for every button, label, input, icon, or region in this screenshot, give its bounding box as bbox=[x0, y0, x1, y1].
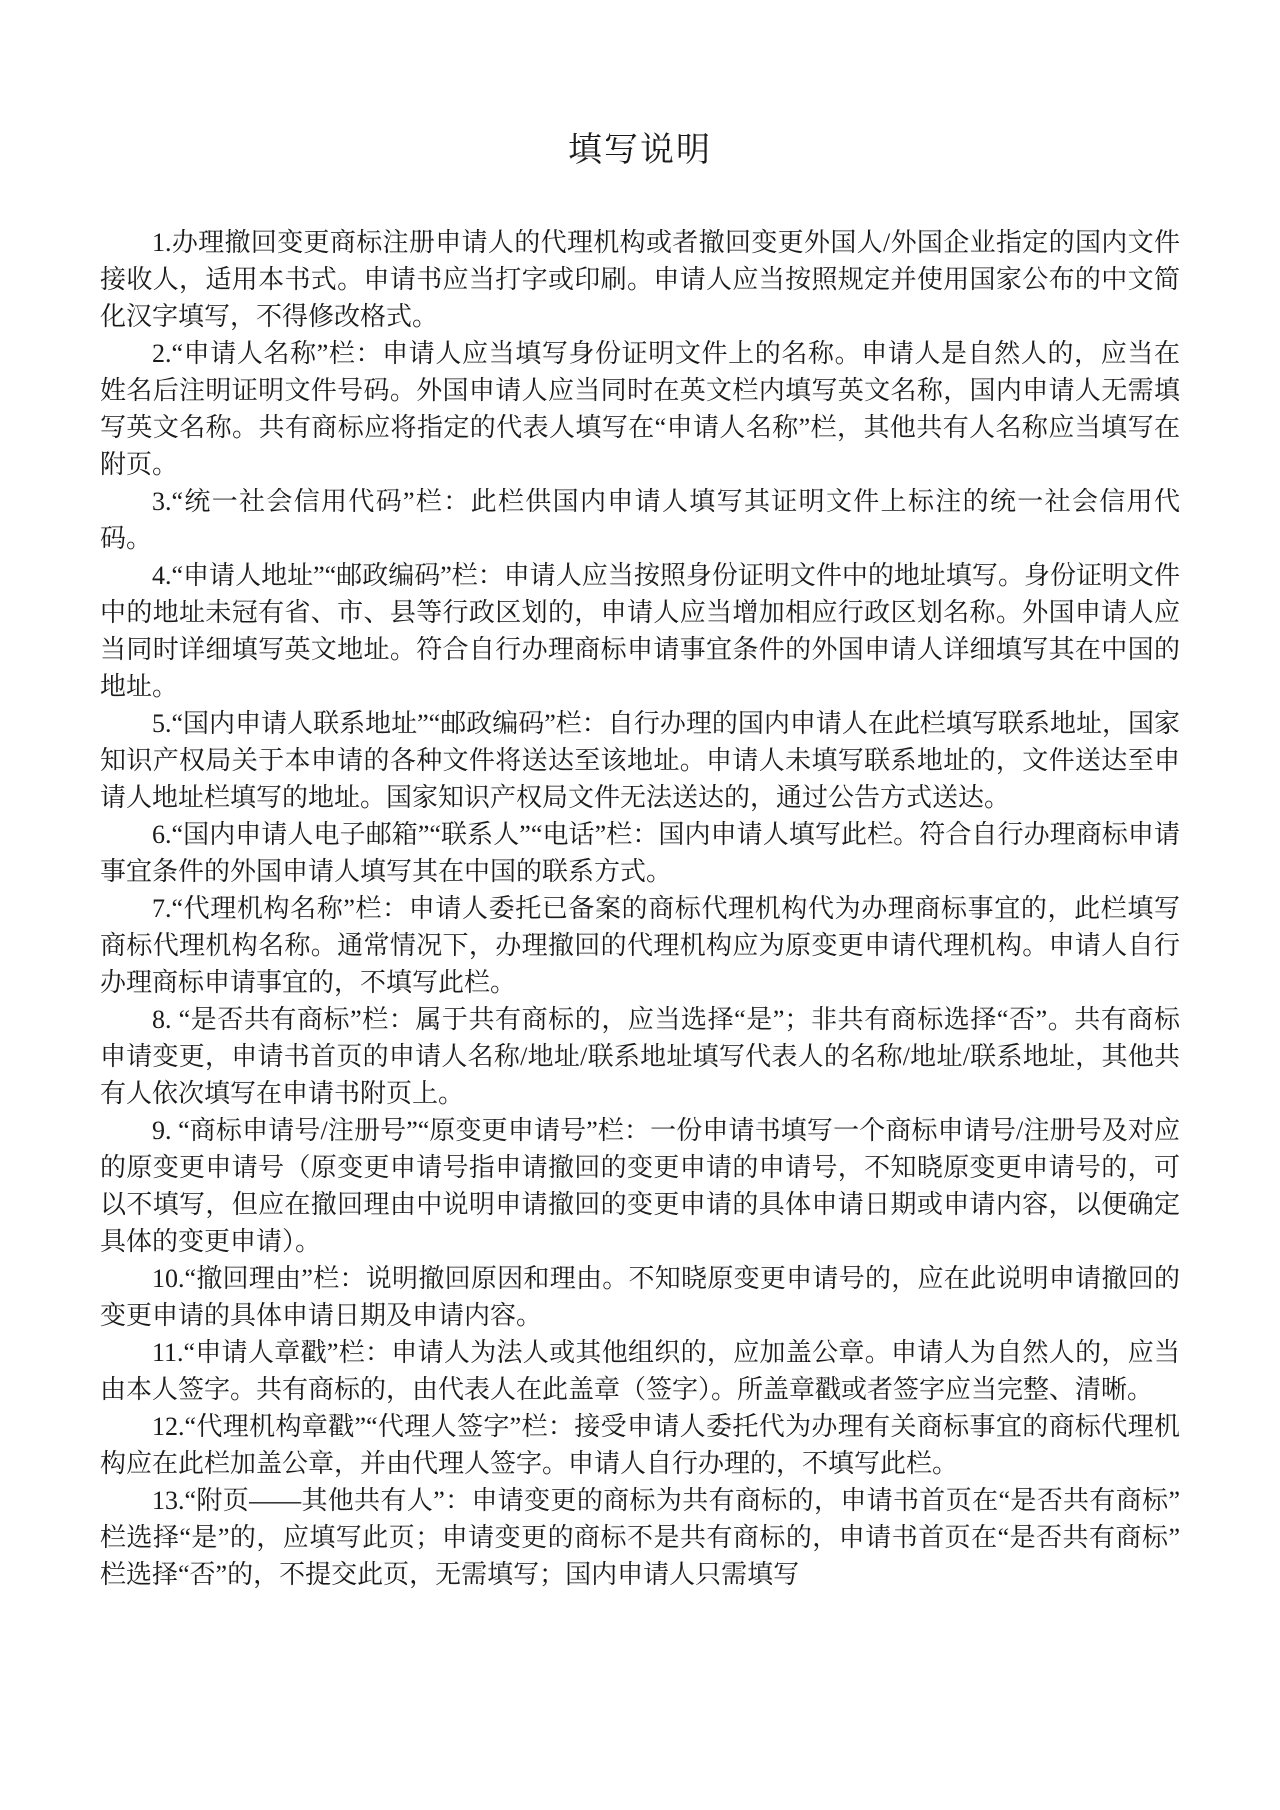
document-content bbox=[100, 0, 1180, 1593]
instruction-paragraph-9: 9. “商标申请号/注册号”“原变更申请号”栏：一份申请书填写一个商标申请号/注册号及对应的原变更申请号（原变更申请号指申请撤回的变更申请的申请号，不知晓原变更申请号的，可以不填写，但应在撤回理由中说明申请撤回的变更申请的具体申请日期或申请内容，以便确定具体的变更申请）。 bbox=[100, 1116, 1180, 1256]
instruction-paragraph-12: 12.“代理机构章戳”“代理人签字”栏：接受申请人委托代为办理有关商标事宜的商标代理机构应在此栏加盖公章，并由代理人签字。申请人自行办理的，不填写此栏。 bbox=[100, 1412, 1180, 1478]
instruction-paragraph-5: 5.“国内申请人联系地址”“邮政编码”栏：自行办理的国内申请人在此栏填写联系地址，国家知识产权局关于本申请的各种文件将送达至该地址。申请人未填写联系地址的，文件送达至申请人地址栏填写的地址。国家知识产权局文件无法送达的，通过公告方式送达。 bbox=[100, 709, 1180, 812]
instruction-paragraph-13: 13.“附页——其他共有人”：申请变更的商标为共有商标的，申请书首页在“是否共有商标”栏选择“是”的，应填写此页；申请变更的商标不是共有商标的，申请书首页在“是否共有商标”栏选择“否”的，不提交此页，无需填写；国内申请人只需填写 bbox=[100, 1486, 1180, 1589]
instruction-paragraph-3: 3.“统一社会信用代码”栏：此栏供国内申请人填写其证明文件上标注的统一社会信用代码。 bbox=[100, 487, 1180, 553]
instruction-paragraph-4: 4.“申请人地址”“邮政编码”栏：申请人应当按照身份证明文件中的地址填写。身份证明文件中的地址未冠有省、市、县等行政区划的，申请人应当增加相应行政区划名称。外国申请人应当同时详细填写英文地址。符合自行办理商标申请事宜条件的外国申请人详细填写其在中国的地址。 bbox=[100, 561, 1180, 701]
instruction-paragraph-6: 6.“国内申请人电子邮箱”“联系人”“电话”栏：国内申请人填写此栏。符合自行办理商标申请事宜条件的外国申请人填写其在中国的联系方式。 bbox=[100, 820, 1180, 886]
instruction-paragraph-11: 11.“申请人章戳”栏：申请人为法人或其他组织的，应加盖公章。申请人为自然人的，应当由本人签字。共有商标的，由代表人在此盖章（签字）。所盖章戳或者签字应当完整、清晰。 bbox=[100, 1338, 1180, 1404]
document-title: 填写说明 bbox=[568, 132, 712, 169]
instruction-paragraph-1: 1.办理撤回变更商标注册申请人的代理机构或者撤回变更外国人/外国企业指定的国内文件接收人，适用本书式。申请书应当打字或印刷。申请人应当按照规定并使用国家公布的中文简化汉字填写，不得修改格式。 bbox=[100, 228, 1180, 331]
instruction-paragraph-2: 2.“申请人名称”栏：申请人应当填写身份证明文件上的名称。申请人是自然人的，应当在姓名后注明证明文件号码。外国申请人应当同时在英文栏内填写英文名称，国内申请人无需填写英文名称。共有商标应将指定的代表人填写在“申请人名称”栏，其他共有人名称应当填写在附页。 bbox=[100, 339, 1180, 479]
instruction-paragraph-8: 8. “是否共有商标”栏：属于共有商标的，应当选择“是”；非共有商标选择“否”。共有商标申请变更，申请书首页的申请人名称/地址/联系地址填写代表人的名称/地址/联系地址，其他共有人依次填写在申请书附页上。 bbox=[100, 1005, 1180, 1108]
instruction-paragraph-10: 10.“撤回理由”栏：说明撤回原因和理由。不知晓原变更申请号的，应在此说明申请撤回的变更申请的具体申请日期及申请内容。 bbox=[100, 1264, 1180, 1330]
instruction-paragraph-7: 7.“代理机构名称”栏：申请人委托已备案的商标代理机构代为办理商标事宜的，此栏填写商标代理机构名称。通常情况下，办理撤回的代理机构应为原变更申请代理机构。申请人自行办理商标申请事宜的，不填写此栏。 bbox=[100, 894, 1180, 997]
